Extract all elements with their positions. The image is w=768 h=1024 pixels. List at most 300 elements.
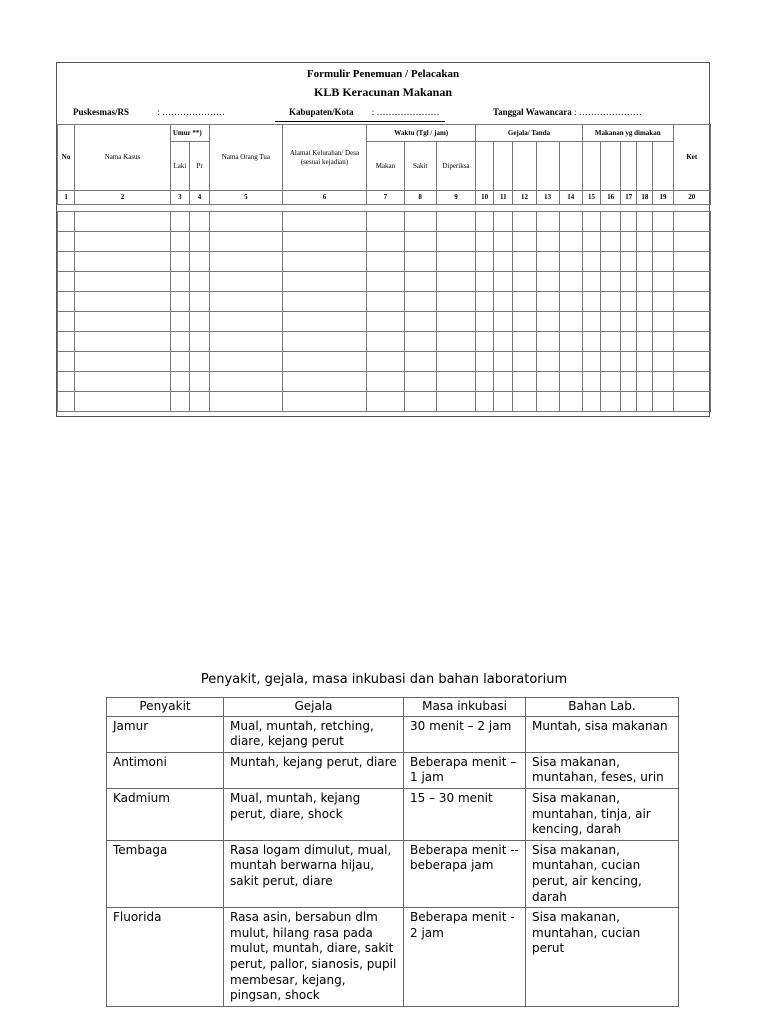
entry-cell[interactable] — [601, 232, 621, 252]
entry-cell[interactable] — [75, 272, 171, 292]
entry-cell[interactable] — [367, 372, 404, 392]
header-nama-orang-tua: Nama Orang Tua — [210, 125, 283, 191]
entry-cell[interactable] — [189, 332, 209, 352]
header-makanan-col — [582, 142, 600, 191]
entry-cell[interactable] — [58, 232, 75, 252]
entry-cell[interactable] — [476, 252, 494, 272]
entry-cell[interactable] — [189, 352, 209, 372]
disease-table-caption: Penyakit, gejala, masa inkubasi dan bahan laboratorium — [200, 672, 568, 687]
cell-bahan: Sisa makanan, muntahan, cucian perut, air kencing, darah — [526, 840, 679, 907]
tanggal-value: : ………………… — [574, 107, 642, 117]
entry-cell[interactable] — [559, 332, 582, 352]
entry-cell[interactable] — [673, 212, 710, 232]
entry-cell[interactable] — [536, 372, 559, 392]
entry-cell[interactable] — [282, 352, 367, 372]
entry-cell[interactable] — [436, 252, 475, 272]
entry-cell[interactable] — [536, 292, 559, 312]
entry-cell[interactable] — [170, 332, 189, 352]
entry-cell[interactable] — [282, 332, 367, 352]
column-number: 2 — [75, 191, 171, 205]
entry-cell[interactable] — [653, 272, 673, 292]
entry-cell[interactable] — [58, 332, 75, 352]
entry-cell[interactable] — [170, 252, 189, 272]
entry-cell[interactable] — [601, 292, 621, 312]
entry-cell[interactable] — [601, 332, 621, 352]
cell-masa: Beberapa menit -- beberapa jam — [404, 840, 526, 907]
entry-cell[interactable] — [367, 332, 404, 352]
header-masa-inkubasi: Masa inkubasi — [404, 698, 526, 717]
entry-cell[interactable] — [58, 272, 75, 292]
entry-cell[interactable] — [189, 292, 209, 312]
column-number: 1 — [58, 191, 75, 205]
disease-table-header-row — [107, 698, 679, 717]
column-number: 6 — [282, 191, 367, 205]
entry-cell[interactable] — [367, 252, 404, 272]
header-waktu: Waktu (Tgl / jam) — [367, 125, 476, 142]
entry-cell[interactable] — [404, 392, 436, 412]
entry-cell[interactable] — [170, 292, 189, 312]
entry-cell[interactable] — [601, 252, 621, 272]
entry-cell[interactable] — [621, 232, 637, 252]
table-row — [58, 232, 711, 252]
entry-cell[interactable] — [673, 272, 710, 292]
puskesmas-value: : ………………… — [157, 107, 226, 117]
cell-masa: Beberapa menit - 2 jam — [404, 908, 526, 1007]
column-number: 3 — [170, 191, 189, 205]
column-number: 11 — [494, 191, 513, 205]
column-number: 7 — [367, 191, 404, 205]
entry-cell[interactable] — [282, 272, 367, 292]
entry-cell[interactable] — [513, 312, 536, 332]
entry-cell[interactable] — [282, 292, 367, 312]
entry-cell[interactable] — [513, 252, 536, 272]
cell-masa: Beberapa menit – 1 jam — [404, 752, 526, 788]
entry-cell[interactable] — [436, 212, 475, 232]
entry-cell[interactable] — [601, 272, 621, 292]
column-number: 18 — [637, 191, 653, 205]
entry-cell[interactable] — [621, 312, 637, 332]
header-umur: Umur **) — [170, 125, 209, 142]
table-row — [58, 312, 711, 332]
cell-masa: 15 – 30 menit — [404, 788, 526, 840]
entry-cell[interactable] — [673, 312, 710, 332]
table-row — [107, 716, 679, 752]
entry-cell[interactable] — [513, 392, 536, 412]
column-number: 9 — [436, 191, 475, 205]
entry-cell[interactable] — [58, 292, 75, 312]
kabupaten-value: : ………………… — [371, 107, 440, 117]
column-number-row — [58, 191, 711, 205]
column-number: 15 — [582, 191, 600, 205]
entry-cell[interactable] — [436, 272, 475, 292]
entry-cell[interactable] — [653, 252, 673, 272]
entry-cell[interactable] — [653, 372, 673, 392]
entry-cell[interactable] — [476, 272, 494, 292]
entry-cell[interactable] — [75, 212, 171, 232]
entry-cell[interactable] — [559, 312, 582, 332]
entry-cell[interactable] — [367, 312, 404, 332]
entry-cell[interactable] — [653, 392, 673, 412]
entry-cell[interactable] — [189, 272, 209, 292]
entry-cell[interactable] — [367, 272, 404, 292]
cell-gejala: Muntah, kejang perut, diare — [224, 752, 404, 788]
entry-cell[interactable] — [653, 212, 673, 232]
entry-cell[interactable] — [367, 392, 404, 412]
entry-cell[interactable] — [210, 292, 283, 312]
entry-cell[interactable] — [621, 352, 637, 372]
cell-penyakit: Jamur — [107, 716, 224, 752]
entry-cell[interactable] — [436, 312, 475, 332]
entry-cell[interactable] — [637, 352, 653, 372]
entry-cell[interactable] — [282, 252, 367, 272]
entry-cell[interactable] — [476, 232, 494, 252]
table-row — [58, 372, 711, 392]
entry-cell[interactable] — [559, 292, 582, 312]
entry-cell[interactable] — [637, 392, 653, 412]
entry-cell[interactable] — [170, 392, 189, 412]
entry-cell[interactable] — [582, 292, 600, 312]
entry-cell[interactable] — [210, 312, 283, 332]
entry-cell[interactable] — [621, 392, 637, 412]
table-row — [58, 212, 711, 232]
entry-cell[interactable] — [494, 292, 513, 312]
cell-bahan: Sisa makanan, muntahan, tinja, air kencing, darah — [526, 788, 679, 840]
cell-bahan: Sisa makanan, muntahan, feses, urin — [526, 752, 679, 788]
cell-penyakit: Tembaga — [107, 840, 224, 907]
entry-cell[interactable] — [559, 212, 582, 232]
entry-cell[interactable] — [170, 212, 189, 232]
entry-cell[interactable] — [170, 272, 189, 292]
form-subtitle: KLB Keracunan Makanan — [313, 85, 453, 99]
entry-cell[interactable] — [367, 292, 404, 312]
entry-cell[interactable] — [582, 392, 600, 412]
entry-cell[interactable] — [536, 392, 559, 412]
cell-gejala: Mual, muntah, retching, diare, kejang perut — [224, 716, 404, 752]
kabupaten-underline — [275, 121, 445, 122]
entry-cell[interactable] — [673, 252, 710, 272]
entry-cell[interactable] — [621, 252, 637, 272]
column-number: 14 — [559, 191, 582, 205]
entry-cell[interactable] — [536, 252, 559, 272]
entry-cell[interactable] — [582, 352, 600, 372]
header-makan: Makan — [367, 142, 404, 191]
table-row — [58, 352, 711, 372]
entry-cell[interactable] — [536, 312, 559, 332]
entry-cell[interactable] — [513, 272, 536, 292]
investigation-form — [56, 62, 710, 417]
entry-cell[interactable] — [282, 232, 367, 252]
column-number: 10 — [476, 191, 494, 205]
table-row — [58, 392, 711, 412]
entry-cell[interactable] — [673, 292, 710, 312]
header-alamat: Alamat Kelurahan/ Desa (sesuai kejadian) — [282, 125, 367, 191]
entry-cell[interactable] — [170, 312, 189, 332]
header-makanan: Makanan yg dimakan — [582, 125, 673, 142]
entry-cell[interactable] — [210, 352, 283, 372]
entry-cell[interactable] — [404, 252, 436, 272]
entry-cell[interactable] — [189, 252, 209, 272]
entry-cell[interactable] — [637, 232, 653, 252]
header-gejala-col — [476, 142, 494, 191]
entry-cell[interactable] — [513, 332, 536, 352]
entry-cell[interactable] — [367, 212, 404, 232]
entry-cell[interactable] — [582, 372, 600, 392]
entry-cell[interactable] — [476, 352, 494, 372]
entry-cell[interactable] — [210, 372, 283, 392]
cell-penyakit: Kadmium — [107, 788, 224, 840]
header-makanan-col — [621, 142, 637, 191]
header-diperiksa: Diperiksa — [436, 142, 475, 191]
entry-cell[interactable] — [282, 312, 367, 332]
cell-masa: 30 menit – 2 jam — [404, 716, 526, 752]
header-gejala-col — [536, 142, 559, 191]
entry-cell[interactable] — [494, 372, 513, 392]
column-number: 4 — [189, 191, 209, 205]
entry-cell[interactable] — [621, 292, 637, 312]
cell-bahan: Muntah, sisa makanan — [526, 716, 679, 752]
entry-cell[interactable] — [559, 272, 582, 292]
entry-cell[interactable] — [189, 312, 209, 332]
entry-cell[interactable] — [476, 392, 494, 412]
entry-cell[interactable] — [75, 292, 171, 312]
entry-cell[interactable] — [621, 372, 637, 392]
entry-cell[interactable] — [621, 332, 637, 352]
entry-cell[interactable] — [75, 332, 171, 352]
column-number: 5 — [210, 191, 283, 205]
puskesmas-label: Puskesmas/RS — [73, 107, 130, 117]
entry-cell[interactable] — [536, 232, 559, 252]
entry-cell[interactable] — [189, 212, 209, 232]
form-title: Formulir Penemuan / Pelacakan — [306, 68, 460, 80]
entry-cell[interactable] — [637, 252, 653, 272]
header-makanan-col — [653, 142, 673, 191]
entry-cell[interactable] — [476, 312, 494, 332]
entry-cell[interactable] — [436, 292, 475, 312]
table-row — [58, 332, 711, 352]
entry-cell[interactable] — [404, 372, 436, 392]
entry-cell[interactable] — [189, 372, 209, 392]
header-no: No — [58, 125, 75, 191]
entry-cell[interactable] — [582, 272, 600, 292]
entry-cell[interactable] — [536, 352, 559, 372]
entry-cell[interactable] — [476, 372, 494, 392]
entry-cell[interactable] — [58, 352, 75, 372]
header-gejala-col: Gejala — [224, 698, 404, 717]
entry-cell[interactable] — [189, 232, 209, 252]
column-number: 20 — [673, 191, 710, 205]
entry-cell[interactable] — [559, 252, 582, 272]
entry-cell[interactable] — [404, 212, 436, 232]
entry-cell[interactable] — [494, 232, 513, 252]
entry-cell[interactable] — [404, 312, 436, 332]
cell-penyakit: Fluorida — [107, 908, 224, 1007]
entry-cell[interactable] — [536, 332, 559, 352]
entry-cell[interactable] — [559, 352, 582, 372]
header-gejala-col — [559, 142, 582, 191]
entry-cell[interactable] — [513, 292, 536, 312]
table-row — [107, 908, 679, 1007]
entry-cell[interactable] — [282, 392, 367, 412]
entry-cell[interactable] — [601, 312, 621, 332]
entry-cell[interactable] — [404, 232, 436, 252]
tanggal-label: Tanggal Wawancara — [493, 107, 572, 117]
header-penyakit: Penyakit — [107, 698, 224, 717]
entry-cell[interactable] — [436, 372, 475, 392]
entry-cell[interactable] — [75, 252, 171, 272]
entry-cell[interactable] — [536, 212, 559, 232]
entry-cell[interactable] — [476, 332, 494, 352]
entry-cell[interactable] — [513, 232, 536, 252]
table-row — [58, 292, 711, 312]
header-nama-kasus: Nama Kasus — [75, 125, 171, 191]
kabupaten-label: Kabupaten/Kota — [289, 107, 354, 117]
form-header-table — [57, 124, 711, 205]
entry-cell[interactable] — [673, 372, 710, 392]
entry-cell[interactable] — [75, 312, 171, 332]
entry-cell[interactable] — [673, 332, 710, 352]
header-gejala-col — [494, 142, 513, 191]
entry-cell[interactable] — [653, 232, 673, 252]
entry-cell[interactable] — [513, 372, 536, 392]
tanggal-field — [493, 107, 642, 117]
entry-cell[interactable] — [367, 352, 404, 372]
entry-cell[interactable] — [210, 272, 283, 292]
entry-cell[interactable] — [559, 392, 582, 412]
entry-cell[interactable] — [58, 212, 75, 232]
header-laki: Laki — [170, 142, 189, 191]
entry-cell[interactable] — [210, 252, 283, 272]
entry-cell[interactable] — [75, 352, 171, 372]
entry-cell[interactable] — [58, 392, 75, 412]
entry-cell[interactable] — [404, 332, 436, 352]
entry-cell[interactable] — [282, 372, 367, 392]
entry-cell[interactable] — [494, 392, 513, 412]
entry-cell[interactable] — [637, 372, 653, 392]
cell-gejala: Rasa asin, bersabun dlm mulut, hilang rasa pada mulut, muntah, diare, sakit perut, pallor, sianosis, pupil membesar, kejang, pingsan, shock — [224, 908, 404, 1007]
entry-cell[interactable] — [210, 212, 283, 232]
entry-cell[interactable] — [582, 232, 600, 252]
entry-cell[interactable] — [582, 212, 600, 232]
entry-cell[interactable] — [513, 212, 536, 232]
kabupaten-field — [289, 107, 440, 117]
puskesmas-field — [73, 107, 225, 117]
entry-cell[interactable] — [189, 392, 209, 412]
header-makanan-col — [601, 142, 621, 191]
cell-penyakit: Antimoni — [107, 752, 224, 788]
entry-cell[interactable] — [601, 352, 621, 372]
entry-cell[interactable] — [476, 212, 494, 232]
cell-gejala: Rasa logam dimulut, mual, muntah berwarna hijau, sakit perut, diare — [224, 840, 404, 907]
entry-cell[interactable] — [582, 252, 600, 272]
entry-cell[interactable] — [75, 232, 171, 252]
column-number: 17 — [621, 191, 637, 205]
entry-cell[interactable] — [653, 352, 673, 372]
header-sakit: Sakit — [404, 142, 436, 191]
entry-cell[interactable] — [404, 352, 436, 372]
entry-cell[interactable] — [637, 292, 653, 312]
entry-cell[interactable] — [637, 212, 653, 232]
entry-cell[interactable] — [436, 332, 475, 352]
entry-cell[interactable] — [494, 252, 513, 272]
column-number: 19 — [653, 191, 673, 205]
entry-cell[interactable] — [653, 292, 673, 312]
entry-cell[interactable] — [637, 332, 653, 352]
entry-cell[interactable] — [582, 312, 600, 332]
entry-cell[interactable] — [75, 392, 171, 412]
table-row — [107, 840, 679, 907]
entry-cell[interactable] — [637, 272, 653, 292]
entry-cell[interactable] — [494, 352, 513, 372]
entry-cell[interactable] — [513, 352, 536, 372]
entry-cell[interactable] — [210, 232, 283, 252]
entry-cell[interactable] — [170, 232, 189, 252]
entry-cell[interactable] — [404, 292, 436, 312]
entry-cell[interactable] — [476, 292, 494, 312]
entry-cell[interactable] — [494, 312, 513, 332]
entry-cell[interactable] — [494, 212, 513, 232]
column-number: 8 — [404, 191, 436, 205]
entry-cell[interactable] — [58, 312, 75, 332]
entry-cell[interactable] — [559, 372, 582, 392]
entry-cell[interactable] — [58, 372, 75, 392]
column-number: 13 — [536, 191, 559, 205]
entry-cell[interactable] — [653, 332, 673, 352]
entry-cell[interactable] — [673, 232, 710, 252]
entry-cell[interactable] — [621, 272, 637, 292]
entry-cell[interactable] — [367, 232, 404, 252]
entry-cell[interactable] — [210, 332, 283, 352]
cell-bahan: Sisa makanan, muntahan, cucian perut — [526, 908, 679, 1007]
form-entry-table — [57, 211, 711, 412]
entry-cell[interactable] — [282, 212, 367, 232]
column-number: 12 — [513, 191, 536, 205]
entry-cell[interactable] — [494, 272, 513, 292]
table-row — [107, 788, 679, 840]
entry-cell[interactable] — [559, 232, 582, 252]
entry-cell[interactable] — [436, 352, 475, 372]
entry-cell[interactable] — [653, 312, 673, 332]
entry-cell[interactable] — [404, 272, 436, 292]
entry-cell[interactable] — [673, 392, 710, 412]
entry-cell[interactable] — [601, 372, 621, 392]
entry-cell[interactable] — [637, 312, 653, 332]
header-gejala: Gejala/ Tanda — [476, 125, 583, 142]
entry-cell[interactable] — [210, 392, 283, 412]
table-row — [107, 752, 679, 788]
entry-cell[interactable] — [582, 332, 600, 352]
entry-cell[interactable] — [601, 392, 621, 412]
entry-cell[interactable] — [436, 392, 475, 412]
table-row — [58, 272, 711, 292]
entry-cell[interactable] — [494, 332, 513, 352]
disease-table — [106, 697, 679, 1007]
header-bahan-lab: Bahan Lab. — [526, 698, 679, 717]
entry-cell[interactable] — [673, 352, 710, 372]
entry-cell[interactable] — [536, 272, 559, 292]
header-pr: Pr — [189, 142, 209, 191]
entry-cell[interactable] — [170, 352, 189, 372]
header-gejala-col — [513, 142, 536, 191]
entry-cell[interactable] — [436, 232, 475, 252]
entry-cell[interactable] — [58, 252, 75, 272]
entry-cell[interactable] — [601, 212, 621, 232]
entry-cell[interactable] — [621, 212, 637, 232]
entry-cell[interactable] — [170, 372, 189, 392]
header-makanan-col — [637, 142, 653, 191]
column-number: 16 — [601, 191, 621, 205]
cell-gejala: Mual, muntah, kejang perut, diare, shock — [224, 788, 404, 840]
entry-cell[interactable] — [75, 372, 171, 392]
